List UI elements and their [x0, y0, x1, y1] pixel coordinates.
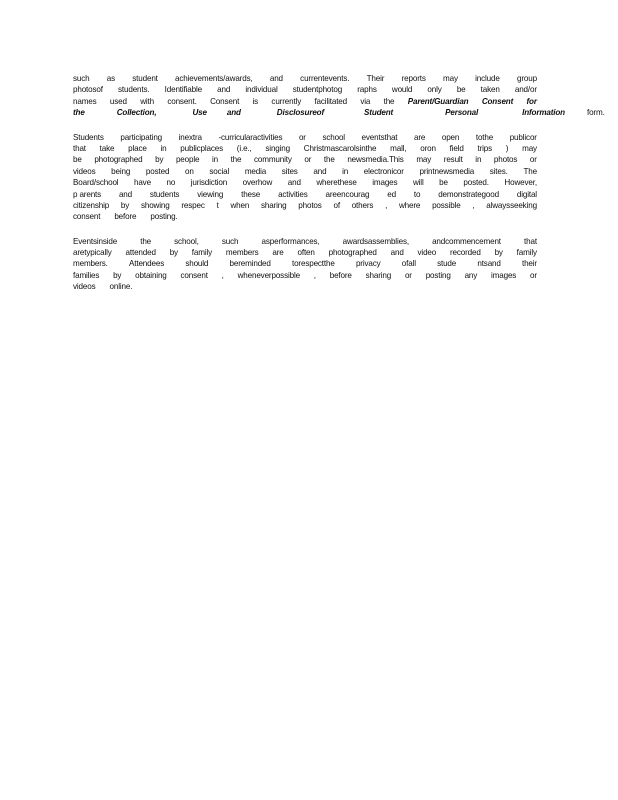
word: before	[329, 270, 352, 280]
word: singing	[265, 143, 291, 153]
text-line	[73, 189, 537, 200]
word: as	[106, 74, 116, 83]
text-line	[73, 166, 537, 177]
word: jurisdiction	[190, 178, 228, 188]
word: and/or	[514, 85, 537, 95]
word: be	[73, 155, 82, 165]
text-line	[73, 236, 537, 247]
word: family	[516, 248, 537, 258]
word: the	[230, 155, 242, 165]
paragraph-school-events	[73, 236, 537, 293]
word: by	[494, 248, 503, 258]
word: when	[230, 200, 250, 210]
word: often	[297, 248, 315, 258]
word: posting.	[150, 212, 178, 222]
word: )	[505, 143, 509, 153]
word: and	[118, 189, 133, 199]
word: form.	[586, 108, 605, 118]
word: respec	[181, 200, 205, 210]
word: members.	[73, 259, 108, 269]
word: are	[414, 132, 426, 142]
word: video	[417, 248, 437, 258]
word: families	[73, 270, 100, 280]
word: newsmedia.This	[347, 155, 404, 165]
word: oron	[420, 143, 436, 153]
word: or	[530, 270, 537, 280]
word: or	[404, 270, 412, 280]
word: be	[456, 85, 466, 95]
word: Their	[366, 74, 385, 83]
word: printnewsmedia	[419, 166, 475, 176]
word: being	[111, 166, 131, 176]
word: their	[521, 259, 537, 269]
paragraph-photo-consent	[73, 73, 605, 119]
word: ed	[387, 189, 396, 199]
word: Collection,	[116, 108, 157, 118]
word: facilitated	[314, 96, 347, 106]
word: family	[191, 248, 213, 258]
word: used	[109, 96, 127, 106]
word: p arents	[73, 189, 102, 199]
word: photographed	[328, 248, 377, 258]
word: videos	[73, 166, 96, 176]
word: photosof	[73, 85, 103, 95]
word: However,	[504, 178, 537, 188]
word: community	[254, 155, 292, 165]
text-line	[73, 107, 605, 118]
word: by	[113, 270, 122, 280]
word: activities	[278, 189, 308, 199]
word: on	[184, 166, 194, 176]
word: will	[412, 178, 424, 188]
word: with	[140, 96, 154, 106]
text-line	[73, 73, 537, 84]
word: Student	[364, 108, 394, 118]
word: tothe	[475, 132, 494, 142]
word: awardsassemblies,	[342, 236, 409, 246]
word: consent.	[167, 96, 197, 106]
word: photographed	[94, 155, 143, 165]
word: the	[73, 108, 85, 118]
word: students	[149, 189, 180, 199]
word: is	[252, 96, 259, 106]
text-line	[73, 200, 537, 211]
word: Consent	[210, 96, 240, 106]
word: such	[73, 74, 90, 83]
word: consent	[180, 270, 208, 280]
word: and	[287, 178, 301, 188]
text-line	[73, 211, 537, 222]
word: wheneverpossible	[237, 270, 300, 280]
word: torespectthe	[291, 259, 335, 269]
word: field	[449, 143, 464, 153]
word: and	[217, 85, 231, 95]
word: digital	[516, 189, 537, 199]
word: showing	[140, 200, 170, 210]
word: achievements/awards,	[175, 74, 253, 83]
word: include	[475, 74, 500, 83]
word: posted	[145, 166, 170, 176]
word: bereminded	[229, 259, 271, 269]
word: inextra	[178, 132, 202, 142]
word: t	[216, 200, 219, 210]
word: by	[120, 200, 130, 210]
word: demonstrategood	[438, 189, 499, 199]
paragraph-public-events	[73, 132, 537, 223]
word: would	[391, 85, 413, 95]
word: open	[441, 132, 460, 142]
word: ofall	[401, 259, 416, 269]
word: viewing	[197, 189, 224, 199]
word: where	[398, 200, 421, 210]
text-line	[73, 154, 537, 165]
word: result	[443, 155, 463, 165]
text-line	[73, 258, 537, 269]
word: participating	[120, 132, 163, 142]
word: before	[114, 212, 137, 222]
word: and	[269, 74, 283, 83]
word: only	[427, 85, 442, 95]
word: mall,	[390, 143, 407, 153]
word: Identifiable	[164, 85, 202, 95]
word: by	[155, 155, 164, 165]
word: that	[73, 143, 86, 153]
word: names	[73, 96, 97, 106]
word: taken	[480, 85, 500, 95]
word: Students	[73, 132, 104, 142]
word: or	[304, 155, 312, 165]
word: media	[244, 166, 267, 176]
word: sites.	[489, 166, 508, 176]
word: students.	[118, 85, 150, 95]
word: the	[140, 236, 152, 246]
word: or	[298, 132, 306, 142]
word: videos	[73, 282, 96, 292]
word: photos	[493, 155, 518, 165]
word: Personal	[445, 108, 479, 118]
word: of	[333, 200, 340, 210]
word: such	[221, 236, 239, 246]
word: Disclosureof	[276, 108, 325, 118]
word: ,	[221, 270, 224, 280]
word: for	[526, 96, 537, 106]
word: by	[169, 248, 178, 258]
word: stude	[437, 259, 457, 269]
word: attended	[125, 248, 156, 258]
word: possible	[432, 200, 461, 210]
word: (i.e.,	[236, 143, 252, 153]
word: photos	[298, 200, 322, 210]
word: electronicor	[363, 166, 404, 176]
word: reports	[401, 74, 426, 83]
word: these	[241, 189, 261, 199]
text-line	[73, 96, 537, 107]
word: Christmascarolsinthe	[303, 143, 377, 153]
word: that	[524, 236, 537, 246]
word: place	[128, 143, 147, 153]
word: Board/school	[73, 178, 119, 188]
word: individual	[245, 85, 278, 95]
word: currently	[271, 96, 302, 106]
text-line	[73, 177, 537, 188]
word: Parent/Guardian	[407, 96, 469, 106]
word: eventsthat	[361, 132, 398, 142]
word: ntsand	[477, 259, 501, 269]
word: raphs	[357, 85, 377, 95]
word: to	[413, 189, 421, 199]
word: posted.	[463, 178, 489, 188]
text-line	[73, 84, 537, 95]
word: sharing	[365, 270, 392, 280]
word: publicplaces	[180, 143, 224, 153]
word: the	[383, 96, 395, 106]
word: school,	[174, 236, 199, 246]
word: ,	[313, 270, 316, 280]
word: areencourag	[325, 189, 370, 199]
word: via	[360, 96, 371, 106]
word: should	[185, 259, 209, 269]
word: consent	[73, 212, 101, 222]
word: may	[416, 155, 432, 165]
word: or	[529, 155, 537, 165]
word: social	[209, 166, 230, 176]
word: citizenship	[73, 200, 110, 210]
word: asperformances,	[261, 236, 320, 246]
word: studentphotog	[292, 85, 343, 95]
word: -curricularactivities	[218, 132, 283, 142]
word: publicor	[509, 132, 537, 142]
word: recorded	[449, 248, 481, 258]
word: currentevents.	[300, 74, 350, 83]
word: be	[439, 178, 448, 188]
word: Attendees	[129, 259, 165, 269]
word: trips	[477, 143, 493, 153]
word: and	[390, 248, 404, 258]
word: student	[132, 74, 158, 83]
word: people	[175, 155, 200, 165]
word: ,	[472, 200, 475, 210]
word: online.	[109, 282, 133, 292]
word: in	[160, 143, 167, 153]
word: others	[351, 200, 374, 210]
word: the	[323, 155, 335, 165]
word: Eventsinside	[73, 236, 118, 246]
document-body	[73, 73, 605, 306]
word: alwaysseeking	[486, 200, 537, 210]
word: and	[226, 108, 241, 118]
word: privacy	[355, 259, 381, 269]
word: wherethese	[316, 178, 357, 188]
word: aretypically	[73, 248, 112, 258]
word: ,	[385, 200, 388, 210]
word: in	[475, 155, 482, 165]
word: take	[99, 143, 115, 153]
text-line	[73, 247, 537, 258]
text-line	[73, 270, 537, 281]
word: in	[211, 155, 218, 165]
word: have	[133, 178, 151, 188]
word: any	[464, 270, 478, 280]
text-line	[73, 143, 537, 154]
word: school	[322, 132, 345, 142]
word: images	[491, 270, 517, 280]
word: posting	[425, 270, 451, 280]
word: no	[166, 178, 176, 188]
word: images	[372, 178, 398, 188]
word: may	[522, 143, 537, 153]
word: andcommencement	[432, 236, 501, 246]
word: Information	[522, 108, 565, 118]
word: members	[225, 248, 259, 258]
text-line	[73, 281, 537, 292]
word: group	[516, 74, 537, 83]
word: in	[342, 166, 349, 176]
text-line	[73, 132, 537, 143]
word: sites	[281, 166, 298, 176]
word: Use	[192, 108, 207, 118]
word: obtaining	[135, 270, 167, 280]
word: are	[272, 248, 284, 258]
word: sharing	[261, 200, 287, 210]
word: The	[523, 166, 537, 176]
word: and	[313, 166, 327, 176]
word: overhow	[242, 178, 273, 188]
word: may	[443, 74, 458, 83]
word: Consent	[481, 96, 514, 106]
